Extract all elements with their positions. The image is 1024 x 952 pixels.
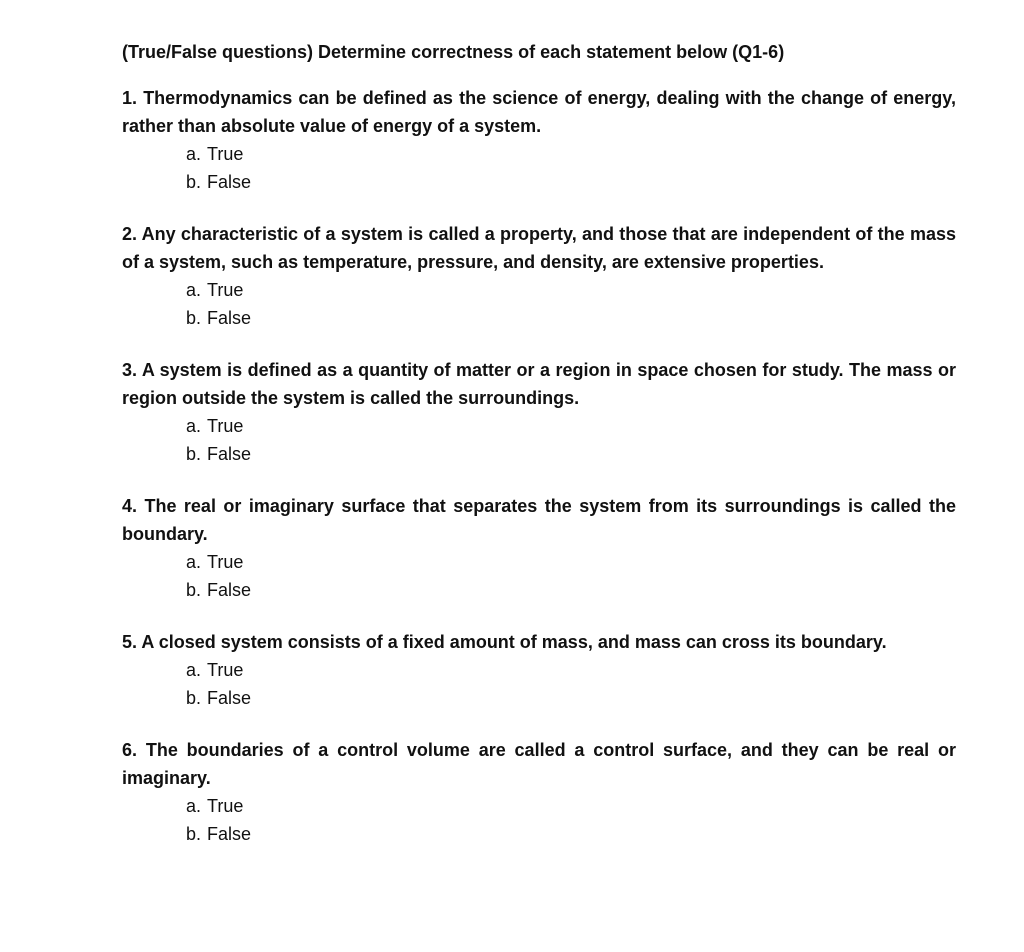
answer-option-false[interactable] xyxy=(186,304,956,332)
question-number: 2. xyxy=(122,224,138,244)
answer-options xyxy=(122,656,956,712)
answer-option-false[interactable] xyxy=(186,576,956,604)
answer-options xyxy=(122,276,956,332)
option-label: False xyxy=(207,308,252,328)
question-5 xyxy=(122,628,956,712)
question-number: 3. xyxy=(122,360,138,380)
answer-options xyxy=(122,548,956,604)
question-text xyxy=(122,736,956,792)
option-label: True xyxy=(207,552,244,572)
answer-option-true[interactable] xyxy=(186,276,956,304)
question-number: 1. xyxy=(122,88,138,108)
answer-option-true[interactable] xyxy=(186,140,956,168)
question-text xyxy=(122,492,956,548)
option-label: False xyxy=(207,444,252,464)
page-heading: (True/False questions) Determine correctness of each statement below (Q1-6) xyxy=(122,42,785,62)
option-label: False xyxy=(207,824,252,844)
option-label: True xyxy=(207,144,244,164)
option-letter: a. xyxy=(186,144,202,164)
option-letter: b. xyxy=(186,580,202,600)
question-text xyxy=(122,220,956,276)
option-label: True xyxy=(207,660,244,680)
answer-option-true[interactable] xyxy=(186,412,956,440)
option-letter: a. xyxy=(186,796,202,816)
question-statement: The boundaries of a control volume are called a control surface, and they can be real or imaginary. xyxy=(122,740,956,788)
answer-option-false[interactable] xyxy=(186,684,956,712)
question-4 xyxy=(122,492,956,604)
answer-option-false[interactable] xyxy=(186,820,956,848)
question-6 xyxy=(122,736,956,848)
option-letter: a. xyxy=(186,660,202,680)
option-letter: b. xyxy=(186,444,202,464)
question-statement: A closed system consists of a fixed amount of mass, and mass can cross its boundary. xyxy=(141,632,887,652)
question-statement: Any characteristic of a system is called a property, and those that are independent of the mass of a system, such as temperature, pressure, and density, are extensive properties. xyxy=(122,224,956,272)
question-text xyxy=(122,356,956,412)
question-text xyxy=(122,628,956,656)
question-text xyxy=(122,84,956,140)
answer-options xyxy=(122,140,956,196)
question-3 xyxy=(122,356,956,468)
question-statement: A system is defined as a quantity of matter or a region in space chosen for study. The mass or region outside the system is called the surroundings. xyxy=(122,360,956,408)
option-label: True xyxy=(207,796,244,816)
question-2 xyxy=(122,220,956,332)
option-label: False xyxy=(207,172,252,192)
option-letter: a. xyxy=(186,552,202,572)
option-letter: b. xyxy=(186,172,202,192)
option-label: True xyxy=(207,280,244,300)
document-page xyxy=(122,40,956,872)
question-number: 5. xyxy=(122,632,138,652)
question-list xyxy=(122,84,956,848)
question-statement: Thermodynamics can be defined as the science of energy, dealing with the change of energy, rather than absolute value of energy of a system. xyxy=(122,88,956,136)
answer-options xyxy=(122,412,956,468)
question-1 xyxy=(122,84,956,196)
question-statement: The real or imaginary surface that separates the system from its surroundings is called the boundary. xyxy=(122,496,956,544)
answer-option-false[interactable] xyxy=(186,168,956,196)
option-letter: a. xyxy=(186,280,202,300)
question-number: 4. xyxy=(122,496,138,516)
option-letter: b. xyxy=(186,688,202,708)
answer-option-false[interactable] xyxy=(186,440,956,468)
answer-option-true[interactable] xyxy=(186,656,956,684)
option-label: False xyxy=(207,580,252,600)
option-label: True xyxy=(207,416,244,436)
option-letter: b. xyxy=(186,308,202,328)
option-letter: b. xyxy=(186,824,202,844)
answer-options xyxy=(122,792,956,848)
answer-option-true[interactable] xyxy=(186,792,956,820)
option-label: False xyxy=(207,688,252,708)
answer-option-true[interactable] xyxy=(186,548,956,576)
option-letter: a. xyxy=(186,416,202,436)
question-number: 6. xyxy=(122,740,138,760)
